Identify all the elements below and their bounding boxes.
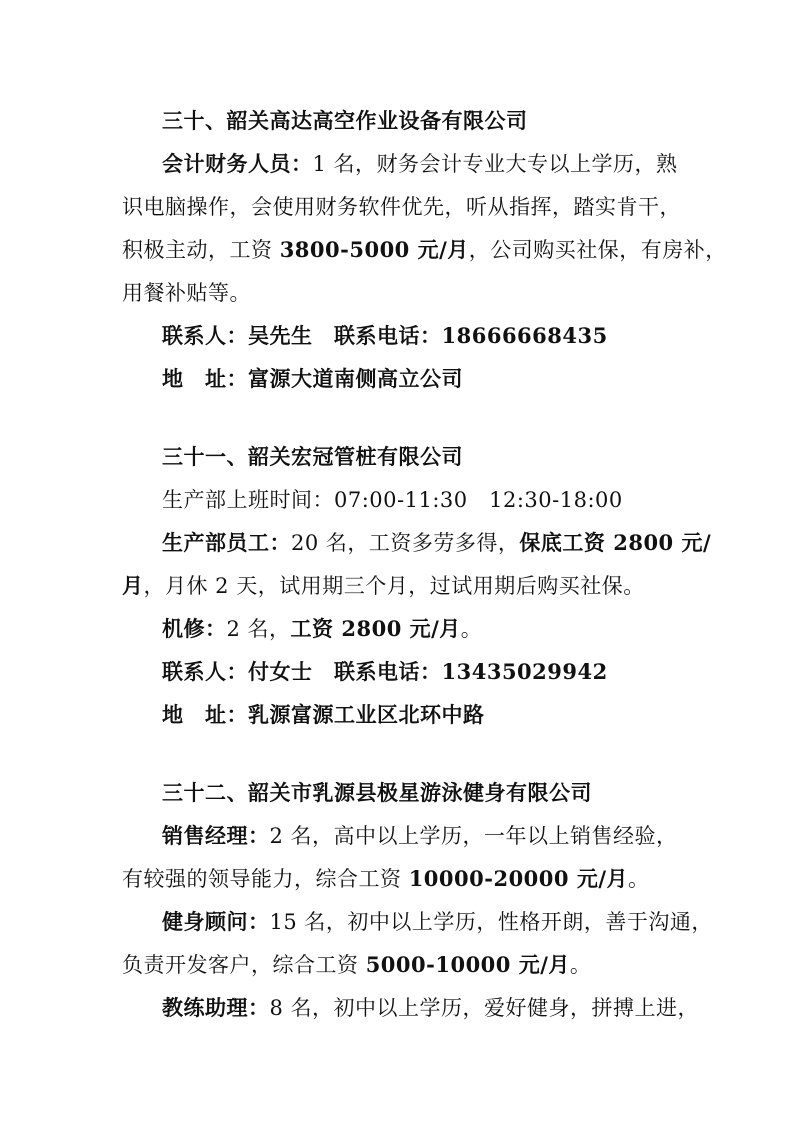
contact-line: 联系人：付女士 联系电话：13435029942 — [162, 659, 608, 684]
job-role: 机修： — [162, 616, 227, 641]
job-text: 2 名，高中以上学历，一年以上销售经验， — [269, 824, 678, 848]
job-role: 健身顾问： — [162, 909, 270, 934]
salary: 月 — [122, 573, 144, 598]
job-text: 有较强的领导能力，综合工资 — [122, 867, 409, 891]
job-text: 2 名， — [226, 617, 291, 641]
job-line — [0, 235, 800, 265]
address-line: 地 址：富源大道南侧高立公司 — [162, 366, 463, 391]
job-line — [0, 528, 800, 558]
job-text: 。 — [569, 953, 592, 977]
job-text: 8 名，初中以上学历，爱好健身，拼搏上进， — [269, 996, 700, 1020]
job-line — [0, 907, 800, 937]
job-text: 。 — [460, 617, 483, 641]
job-text: 用餐补贴等。 — [122, 281, 251, 305]
job-line — [0, 821, 800, 851]
job-text: 1 名，财务会计专业大专以上学历，熟 — [312, 152, 678, 176]
job-line — [0, 571, 800, 601]
job-line — [0, 950, 800, 980]
section-title: 三十一、韶关宏冠管桩有限公司 — [162, 444, 463, 469]
job-line — [0, 993, 800, 1023]
contact-line: 联系人：吴先生 联系电话：18666668435 — [162, 323, 608, 348]
salary: 5000-10000 元/月 — [365, 952, 570, 977]
salary: 保底工资 2800 元/ — [519, 530, 712, 555]
job-text: 识电脑操作，会使用财务软件优先，听从指挥，踏实肯干， — [122, 195, 681, 219]
job-text: 15 名，初中以上学历，性格开朗，善于沟通， — [269, 910, 713, 934]
salary: 3800-5000 元/月 — [279, 237, 469, 262]
salary: 工资 2800 元/月 — [290, 616, 461, 641]
section-title: 三十、韶关高达高空作业设备有限公司 — [162, 108, 528, 133]
salary: 10000-20000 元/月 — [408, 866, 629, 891]
address-line: 地 址：乳源富源工业区北环中路 — [162, 702, 485, 727]
job-line — [0, 864, 800, 894]
job-role: 销售经理： — [162, 823, 270, 848]
hours-line: 生产部上班时间：07:00-11:30 12:30-18:00 — [162, 488, 623, 512]
job-text: 20 名，工资多劳多得， — [291, 531, 520, 555]
job-role: 生产部员工： — [162, 530, 291, 555]
job-text: ，月休 2 天，试用期三个月，过试用期后购买社保。 — [143, 574, 645, 598]
section-title: 三十二、韶关市乳源县极星游泳健身有限公司 — [162, 780, 592, 805]
job-role: 会计财务人员： — [162, 151, 313, 176]
job-text: 积极主动，工资 — [122, 238, 280, 262]
job-text: 负责开发客户，综合工资 — [122, 953, 366, 977]
job-line — [0, 614, 800, 644]
job-text: 。 — [628, 867, 650, 891]
job-line — [0, 149, 800, 179]
job-text: ，公司购买社保，有房补， — [468, 238, 727, 262]
job-role: 教练助理： — [162, 995, 270, 1020]
